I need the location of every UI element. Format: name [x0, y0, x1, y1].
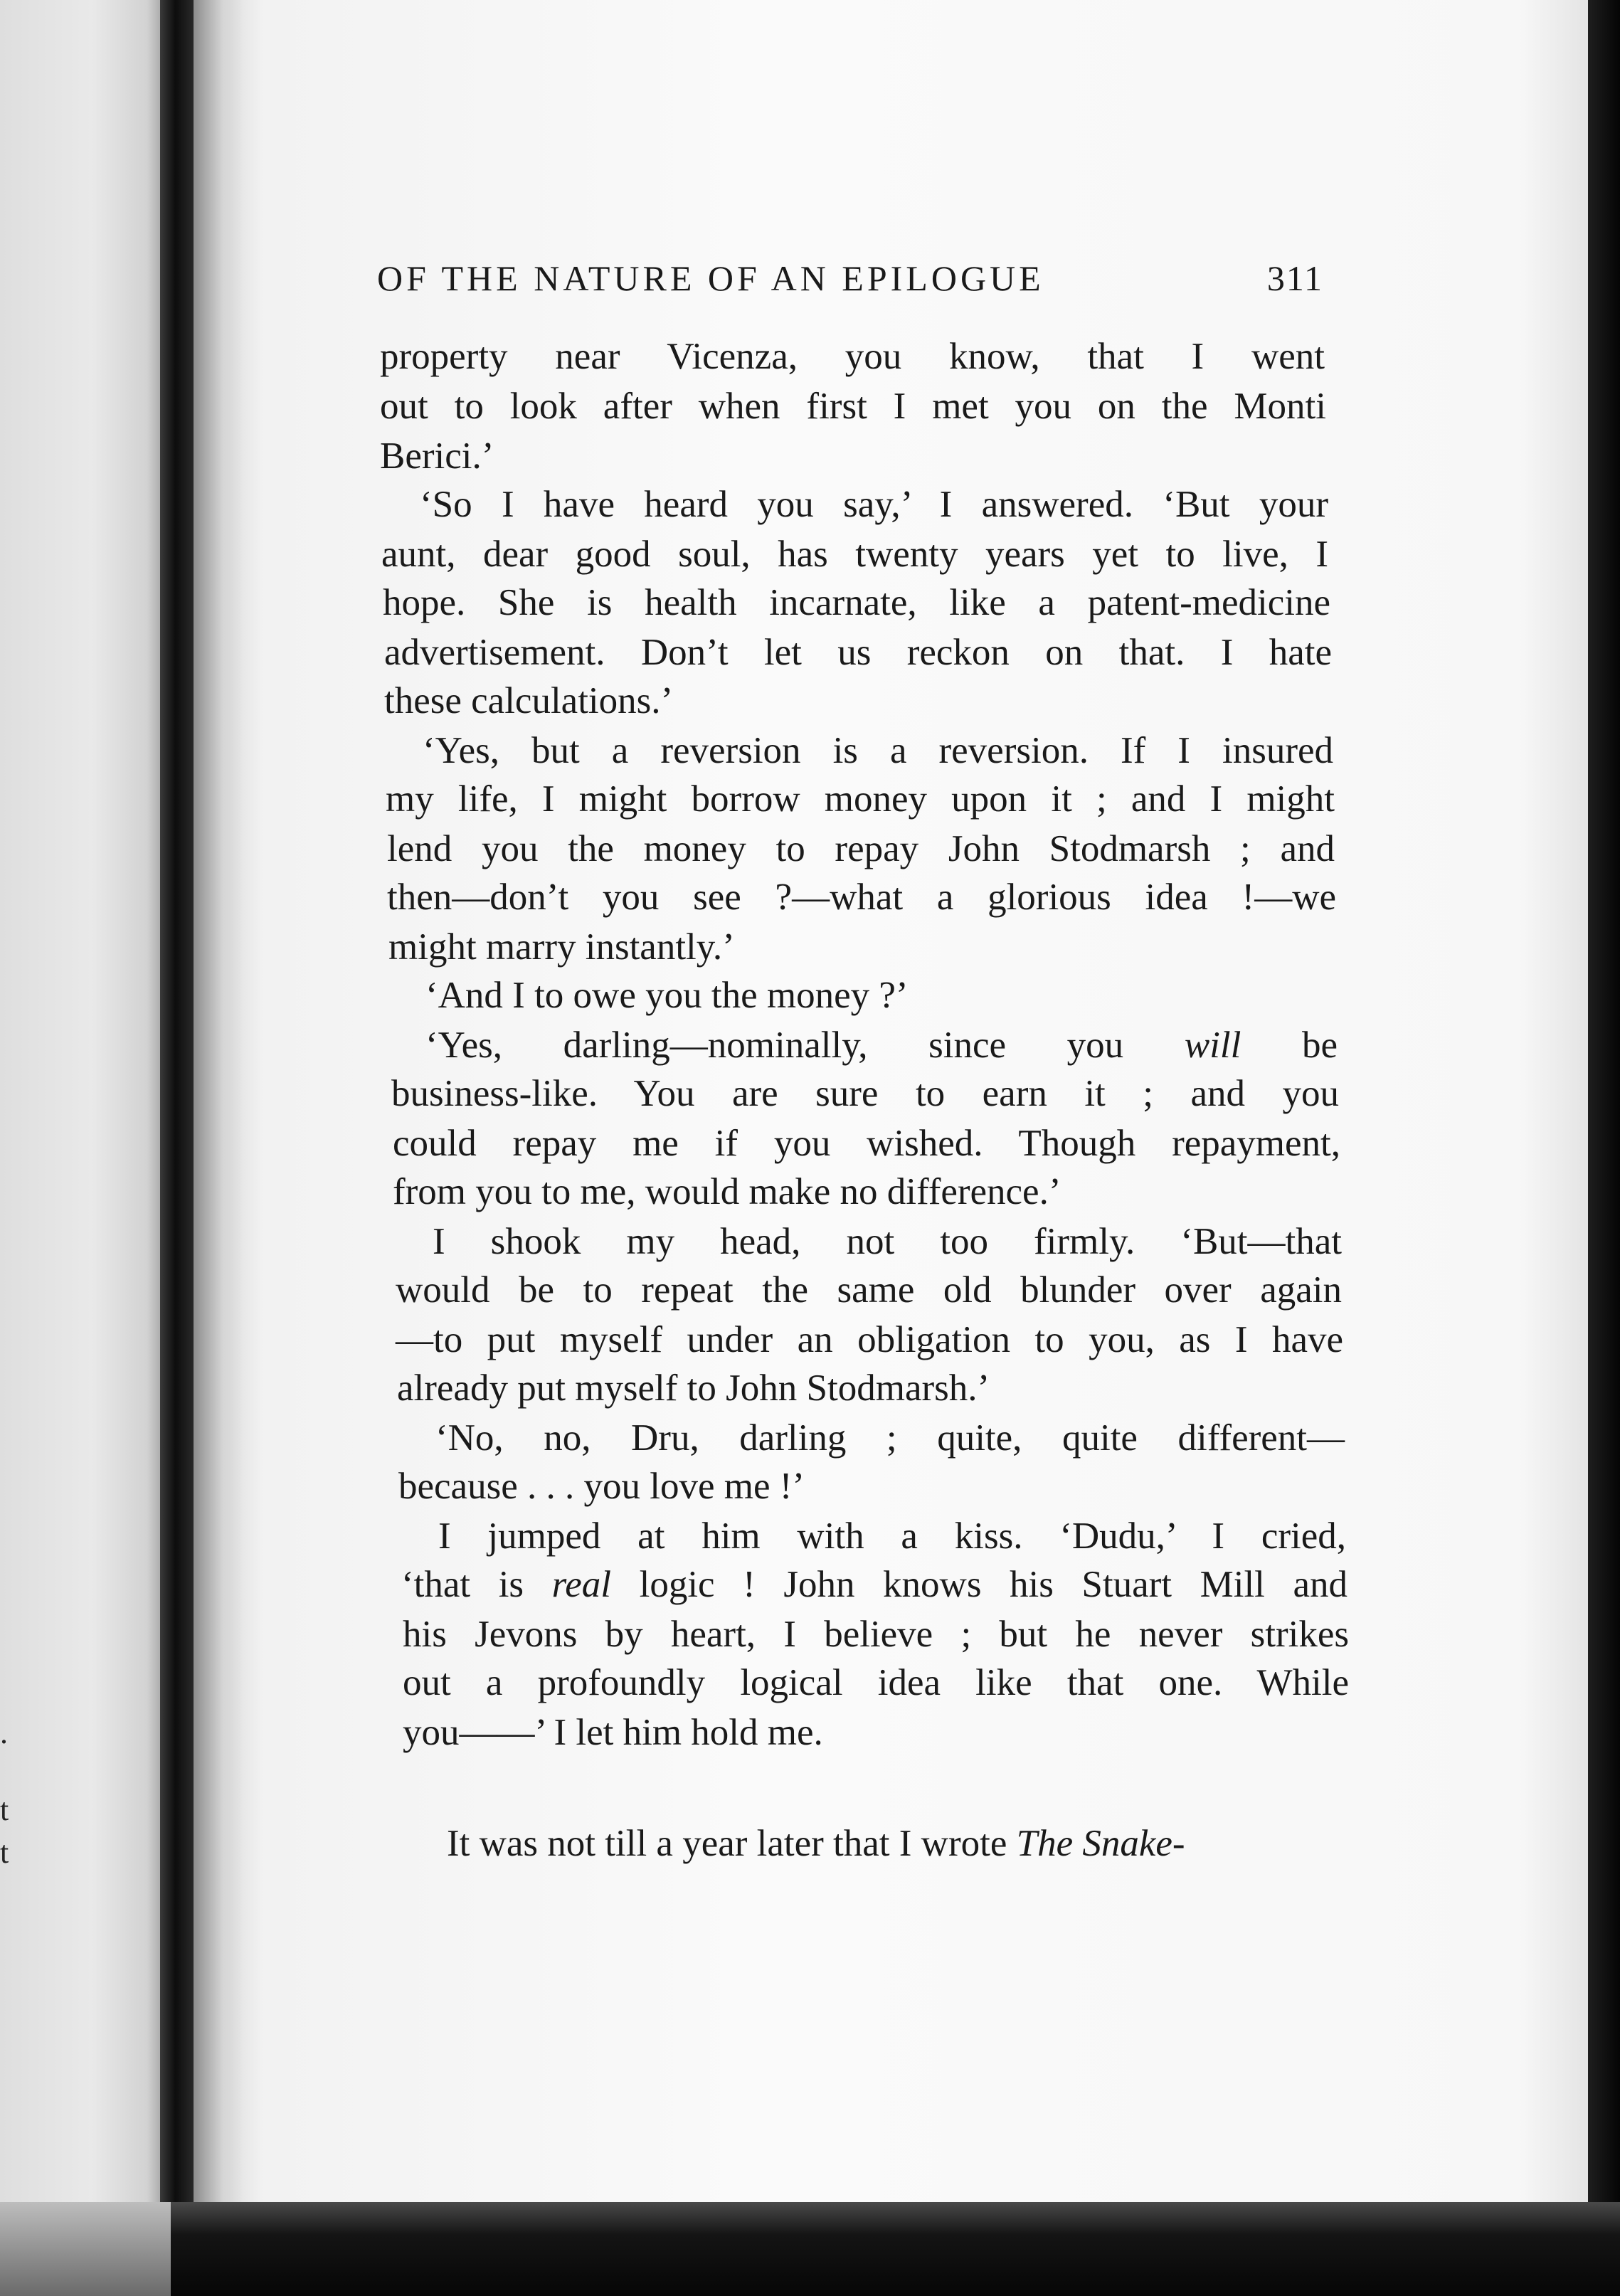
- text-line: his Jevons by heart, I believe ; but he never strikes: [403, 1614, 1349, 1655]
- text-line: advertisement. Don’t let us reckon on that. I hate: [384, 632, 1332, 673]
- text-line: aunt, dear good soul, has twenty years yet to live, I: [381, 534, 1328, 575]
- text-line: —to put myself under an obligation to you, as I have: [396, 1319, 1343, 1360]
- text-line: ‘Yes, but a reversion is a reversion. If I insured: [423, 730, 1333, 771]
- text-line: Berici.’: [380, 435, 494, 477]
- text-line: because . . . you love me !’: [398, 1466, 805, 1507]
- text-line: would be to repeat the same old blunder over again: [396, 1269, 1342, 1311]
- text-line: out a profoundly logical idea like that one. While: [403, 1662, 1349, 1703]
- text-line: ‘that is real logic ! John knows his Stuart Mill and: [401, 1564, 1348, 1605]
- text-line: you——’ I let him hold me.: [403, 1712, 823, 1753]
- text-line: out to look after when first I met you on the Monti: [380, 386, 1326, 427]
- text-line: I jumped at him with a kiss. ‘Dudu,’ I cried,: [438, 1515, 1346, 1557]
- text-line: might marry instantly.’: [388, 926, 735, 968]
- page-number: 311: [1266, 258, 1323, 298]
- right-page-edge: [1588, 0, 1620, 2296]
- gutter-shadow: [194, 0, 243, 2234]
- book-spine: [160, 0, 194, 2296]
- left-page-fragment: t: [0, 1792, 9, 1827]
- text-line: hope. She is health incarnate, like a patent-medicine: [383, 582, 1330, 623]
- text-line: then—don’t you see ?—what a glorious idea !—we: [387, 877, 1336, 918]
- text-line: already put myself to John Stodmarsh.’: [397, 1367, 990, 1409]
- text-line: ‘So I have heard you say,’ I answered. ‘But your: [420, 484, 1328, 525]
- bottom-page-edge: [0, 2202, 1620, 2296]
- text-line: ‘No, no, Dru, darling ; quite, quite different—: [435, 1417, 1345, 1459]
- left-page-fragment: .: [0, 1715, 8, 1750]
- text-line: property near Vicenza, you know, that I went: [380, 336, 1325, 377]
- left-page-margin: [0, 0, 167, 2296]
- text-line: It was not till a year later that I wrote The Snake-: [447, 1823, 1185, 1864]
- text-line: my life, I might borrow money upon it ; and I might: [386, 778, 1335, 820]
- left-page-fragment: t: [0, 1835, 9, 1870]
- text-line: could repay me if you wished. Though repayment,: [393, 1123, 1340, 1164]
- text-line: lend you the money to repay John Stodmarsh ; and: [387, 828, 1335, 869]
- text-line: from you to me, would make no difference.’: [393, 1171, 1062, 1212]
- text-line: these calculations.’: [384, 680, 674, 721]
- text-line: I shook my head, not too firmly. ‘But—that: [433, 1221, 1342, 1262]
- bottom-left-corner: [0, 2202, 171, 2296]
- text-line: ‘And I to owe you the money ?’: [425, 975, 909, 1016]
- running-head-title: OF THE NATURE OF AN EPILOGUE: [377, 258, 1044, 298]
- text-line: business-like. You are sure to earn it ; and you: [391, 1073, 1339, 1114]
- text-line: ‘Yes, darling—nominally, since you will be: [425, 1025, 1338, 1066]
- running-head: [377, 258, 1323, 300]
